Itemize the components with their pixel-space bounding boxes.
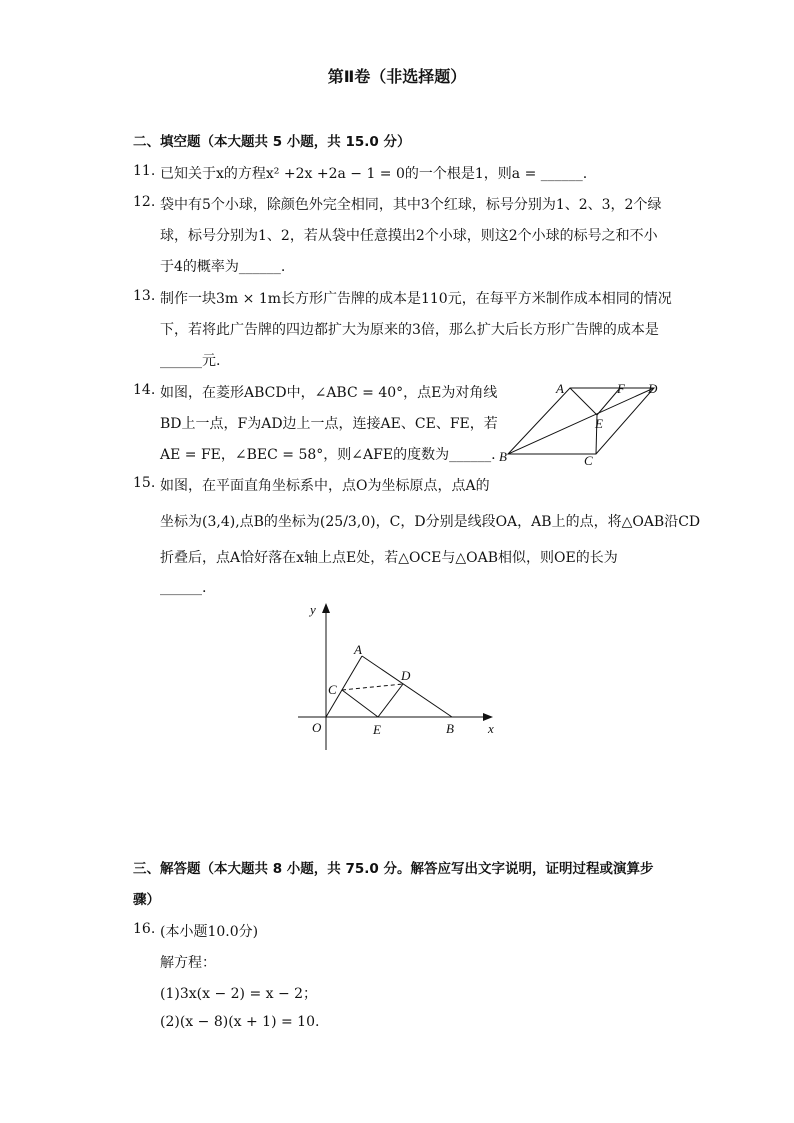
question-16-instruction: 解方程： (160, 955, 216, 971)
label-a: A (354, 642, 362, 657)
question-13-line-2: 下，若将此广告牌的四边都扩大为原来的3倍，那么扩大后长方形广告牌的成本是 (160, 322, 659, 338)
label-b: B (446, 721, 454, 736)
question-15-line-4: ______. (160, 580, 207, 596)
section-heading-fill-in: 二、填空题（本大题共 5 小题，共 15.0 分） (133, 134, 411, 150)
question-number-12: 12. (133, 194, 156, 210)
question-14-line-3: AE = FE，∠BEC = 58°，则∠AFE的度数为______. (160, 447, 496, 463)
label-b: B (499, 449, 507, 464)
label-c: C (584, 453, 593, 468)
question-16-part-1: (1)3x(x − 2) = x − 2； (160, 986, 318, 1002)
question-13-line-1: 制作一块3m × 1m长方形广告牌的成本是110元，在每平方米制作成本相同的情况 (160, 291, 672, 307)
label-d: D (401, 668, 411, 683)
section-heading-solve-line-2: 骤） (133, 892, 160, 908)
question-16-score: (本小题10.0分) (160, 924, 259, 940)
label-x: x (488, 721, 494, 736)
label-f: F (617, 381, 625, 396)
question-number-16: 16. (133, 921, 156, 937)
label-e: E (595, 416, 603, 431)
page-title: 第Ⅱ卷（非选择题） (327, 67, 467, 86)
question-14-line-1: 如图，在菱形ABCD中，∠ABC = 40°，点E为对角线 (160, 385, 498, 401)
question-11-text: 已知关于x的方程x² +2x +2a − 1 = 0的一个根是1，则a = ______. (160, 166, 588, 182)
question-12-line-2: 球，标号分别为1、2，若从袋中任意摸出2个小球，则这2个小球的标号之和不小 (160, 228, 658, 244)
coordinate-fold-figure (296, 598, 508, 758)
label-e: E (373, 722, 381, 737)
question-12-line-1: 袋中有5个小球，除颜色外完全相同，其中3个红球，标号分别为1、2、3，2个绿 (160, 197, 662, 213)
section-heading-solve-line-1: 三、解答题（本大题共 8 小题，共 75.0 分。解答应写出文字说明，证明过程或演算步 (133, 861, 654, 877)
label-o: O (312, 720, 322, 735)
question-16-part-2: (2)(x − 8)(x + 1) = 10. (160, 1014, 320, 1030)
label-a: A (556, 381, 564, 396)
question-number-13: 13. (133, 288, 156, 304)
question-15-line-3: 折叠后，点A恰好落在x轴上点E处，若△OCE与△OAB相似，则OE的长为 (160, 550, 618, 566)
question-14-line-2: BD上一点，F为AD边上一点，连接AE、CE、FE，若 (160, 416, 498, 432)
label-d: D (648, 381, 658, 396)
question-number-15: 15. (133, 475, 156, 491)
question-12-line-3: 于4的概率为______. (160, 259, 286, 275)
question-13-line-3: ______元. (160, 353, 221, 369)
question-15-line-1: 如图，在平面直角坐标系中，点O为坐标原点，点A的 (160, 478, 490, 494)
question-number-11: 11. (133, 163, 156, 179)
label-c: C (328, 682, 337, 697)
question-number-14: 14. (133, 382, 156, 398)
label-y: y (310, 602, 316, 617)
question-15-line-2: 坐标为(3,4),点B的坐标为(25/3,0)，C，D分别是线段OA，AB上的点，将△OAB沿CD (160, 514, 701, 530)
rhombus-figure (490, 376, 670, 468)
